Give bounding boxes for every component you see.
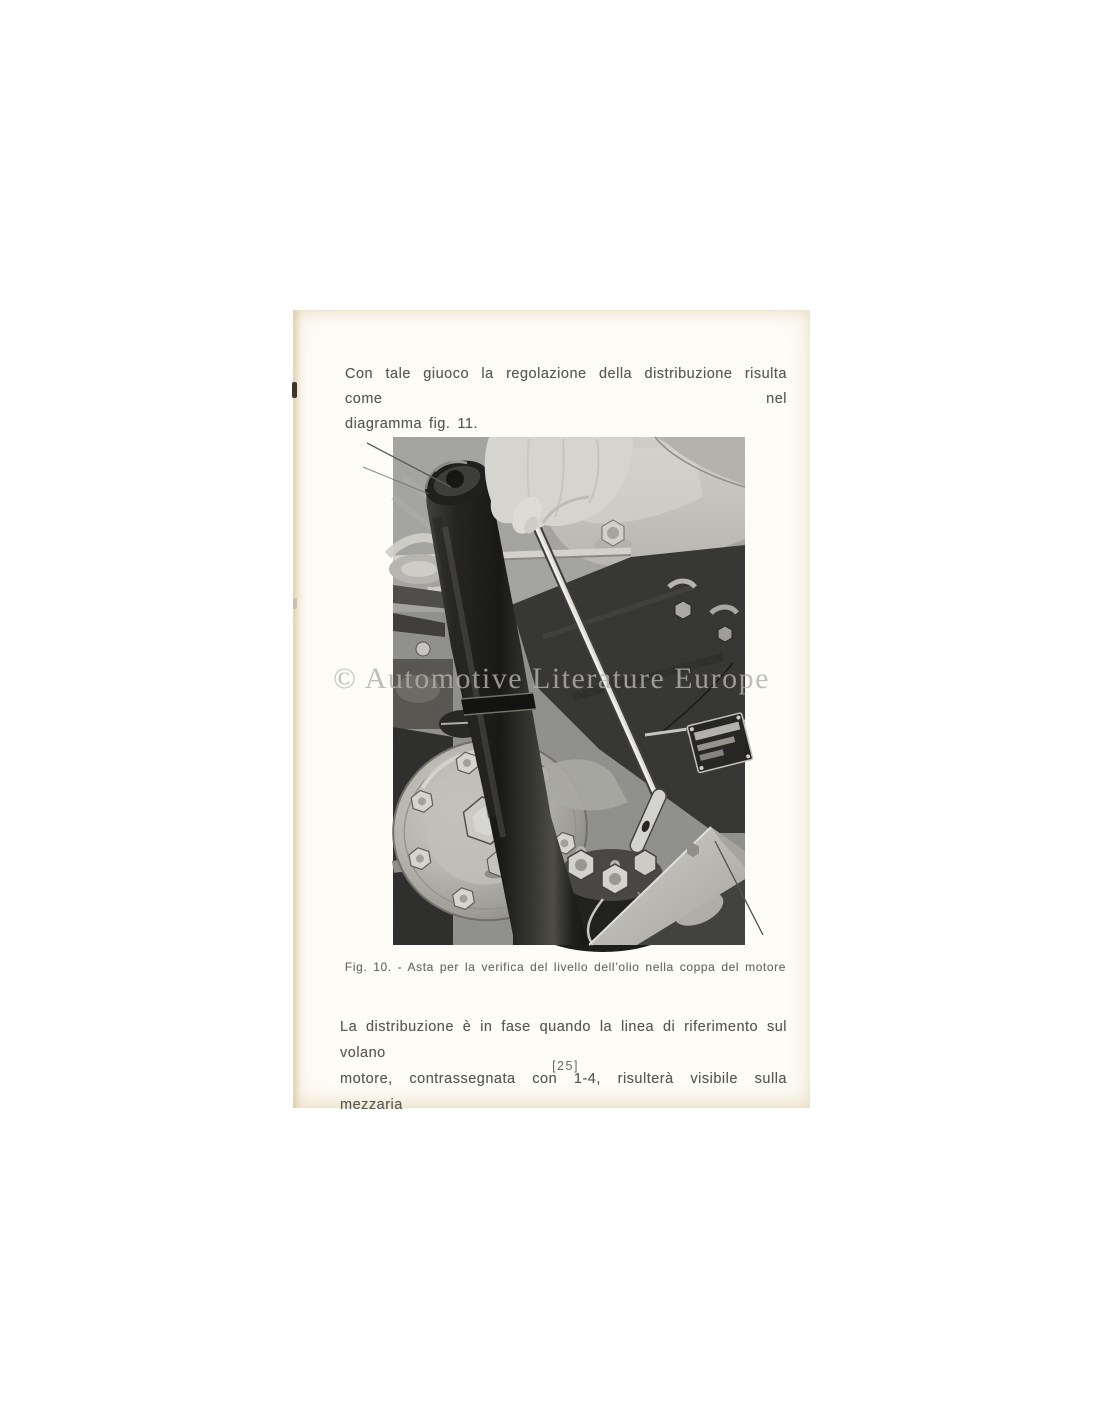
book-page	[293, 310, 810, 1113]
paragraph-bottom-line-2: motore, contrassegnata con 1-4, risulterà visibile sulla mezzaria	[340, 1071, 787, 1113]
paragraph-top-line-1: Con tale giuoco la regolazione della distribuzione risulta come nel	[345, 366, 787, 407]
watermark-text: © Automotive Literature Europe	[333, 662, 770, 695]
binding-mark-small	[293, 598, 297, 609]
binding-mark	[292, 382, 297, 398]
paragraph-top-line-2: diagramma fig. 11.	[345, 416, 479, 432]
film-grain	[393, 437, 745, 945]
page-number: [25]	[552, 1059, 579, 1073]
paragraph-top	[345, 362, 787, 437]
figure-caption: Fig. 10. - Asta per la verifica del livello dell’olio nella coppa del motore	[344, 960, 787, 974]
paragraph-bottom-line-1: La distribuzione è in fase quando la linea di riferimento sul volano	[340, 1019, 787, 1061]
figure-10-photo	[393, 437, 745, 945]
